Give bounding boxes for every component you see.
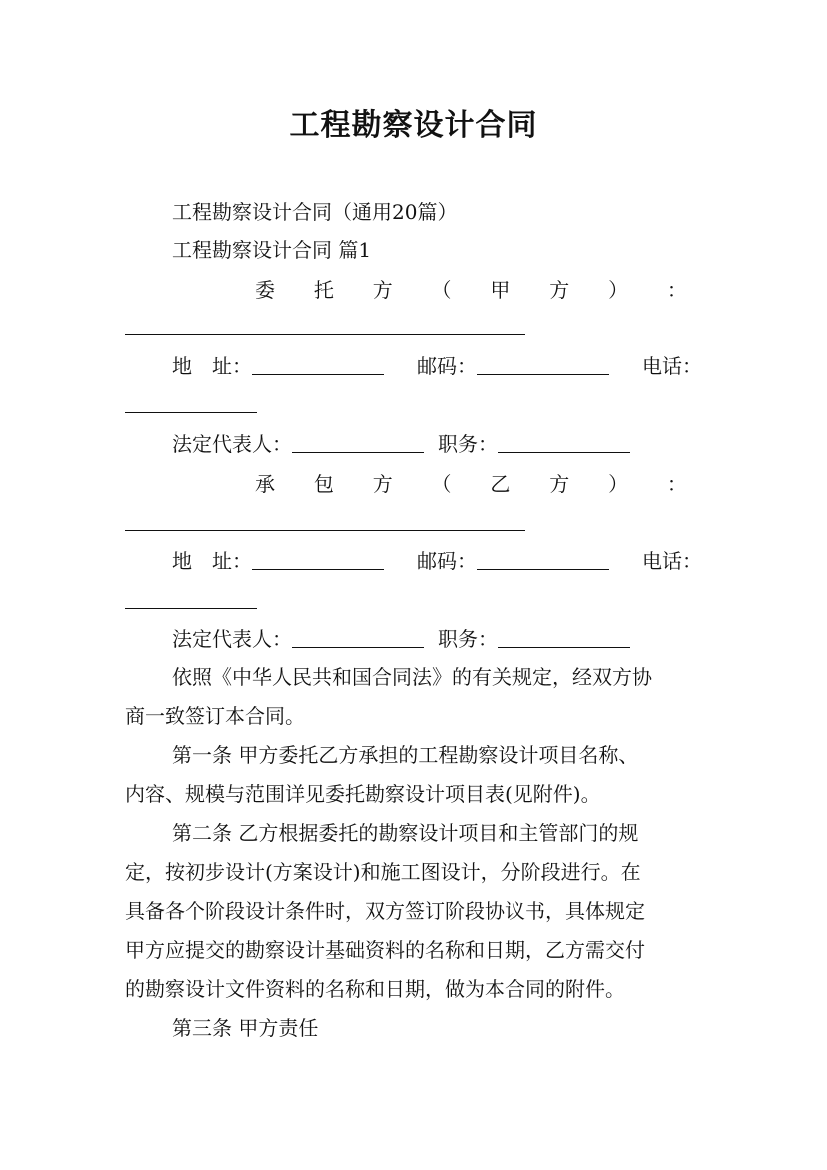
- paragraph-line: 的勘察设计文件资料的名称和日期，做为本合同的附件。: [125, 977, 625, 1001]
- party-b-char: 承: [255, 472, 275, 496]
- postcode-label: 邮码：: [417, 549, 477, 573]
- paragraph-line: 甲方应提交的勘察设计基础资料的名称和日期，乙方需交付: [125, 938, 645, 962]
- party-b-phone-blank: [125, 608, 257, 609]
- party-b-char: ）: [608, 472, 629, 496]
- party-a-char: （: [431, 278, 452, 302]
- paragraph-line: 商一致签订本合同。: [125, 704, 305, 728]
- legal-rep-label: 法定代表人：: [172, 627, 292, 651]
- party-b-char: 乙: [490, 472, 511, 496]
- position-label: 职务：: [438, 432, 498, 456]
- party-b-label: [255, 468, 687, 500]
- document-title: 工程勘察设计合同: [289, 108, 538, 143]
- party-b-char: 方: [549, 472, 570, 496]
- paragraph-line: 内容、规模与范围详见委托勘察设计项目表(见附件)。: [125, 782, 601, 806]
- party-b-name-blank: [125, 530, 525, 531]
- paragraph-line: 依照《中华人民共和国合同法》的有关规定，经双方协: [172, 665, 652, 689]
- party-a-phone-blank: [125, 412, 257, 413]
- document-subtitle: 工程勘察设计合同（通用20篇）: [172, 200, 458, 224]
- paragraph-line: 定，按初步设计(方案设计)和施工图设计，分阶段进行。在: [125, 860, 641, 884]
- position-label: 职务：: [438, 627, 498, 651]
- section-heading: 工程勘察设计合同 篇1: [172, 238, 372, 262]
- party-a-address: [172, 350, 384, 382]
- party-a-name-blank: [125, 334, 525, 335]
- paragraph-line: 第二条 乙方根据委托的勘察设计项目和主管部门的规: [172, 821, 639, 845]
- party-b-char: ：: [666, 472, 687, 496]
- address-label: 地 址：: [172, 549, 252, 573]
- paragraph-line: 第三条 甲方责任: [172, 1016, 319, 1040]
- phone-label: 电话：: [642, 549, 702, 573]
- party-b-legal-row: [172, 623, 702, 655]
- party-a-char: ：: [666, 278, 687, 302]
- party-b-char: 包: [313, 472, 334, 496]
- postcode-blank: [477, 547, 609, 570]
- legal-rep-blank: [292, 430, 424, 453]
- party-b-contact-row: [172, 545, 702, 577]
- position-blank: [498, 625, 630, 648]
- party-a-char: 托: [313, 278, 334, 302]
- party-b-postcode: [417, 545, 609, 577]
- address-blank: [252, 547, 384, 570]
- address-label: 地 址：: [172, 354, 252, 378]
- postcode-blank: [477, 352, 609, 375]
- party-a-char: 委: [255, 278, 275, 302]
- party-a-char: ）: [608, 278, 629, 302]
- party-a-legal-row: [172, 428, 702, 460]
- postcode-label: 邮码：: [417, 354, 477, 378]
- paragraph-line: 第一条 甲方委托乙方承担的工程勘察设计项目名称、: [172, 743, 639, 767]
- party-b-address: [172, 545, 384, 577]
- party-a-char: 方: [549, 278, 570, 302]
- legal-rep-blank: [292, 625, 424, 648]
- party-a-label: [255, 274, 687, 306]
- party-b-char: （: [431, 472, 452, 496]
- party-b-char: 方: [372, 472, 393, 496]
- address-blank: [252, 352, 384, 375]
- legal-rep-label: 法定代表人：: [172, 432, 292, 456]
- party-a-char: 方: [372, 278, 393, 302]
- party-a-postcode: [417, 350, 609, 382]
- paragraph-line: 具备各个阶段设计条件时，双方签订阶段协议书，具体规定: [125, 899, 645, 923]
- party-a-contact-row: [172, 350, 702, 382]
- position-blank: [498, 430, 630, 453]
- party-a-char: 甲: [490, 278, 511, 302]
- phone-label: 电话：: [642, 354, 702, 378]
